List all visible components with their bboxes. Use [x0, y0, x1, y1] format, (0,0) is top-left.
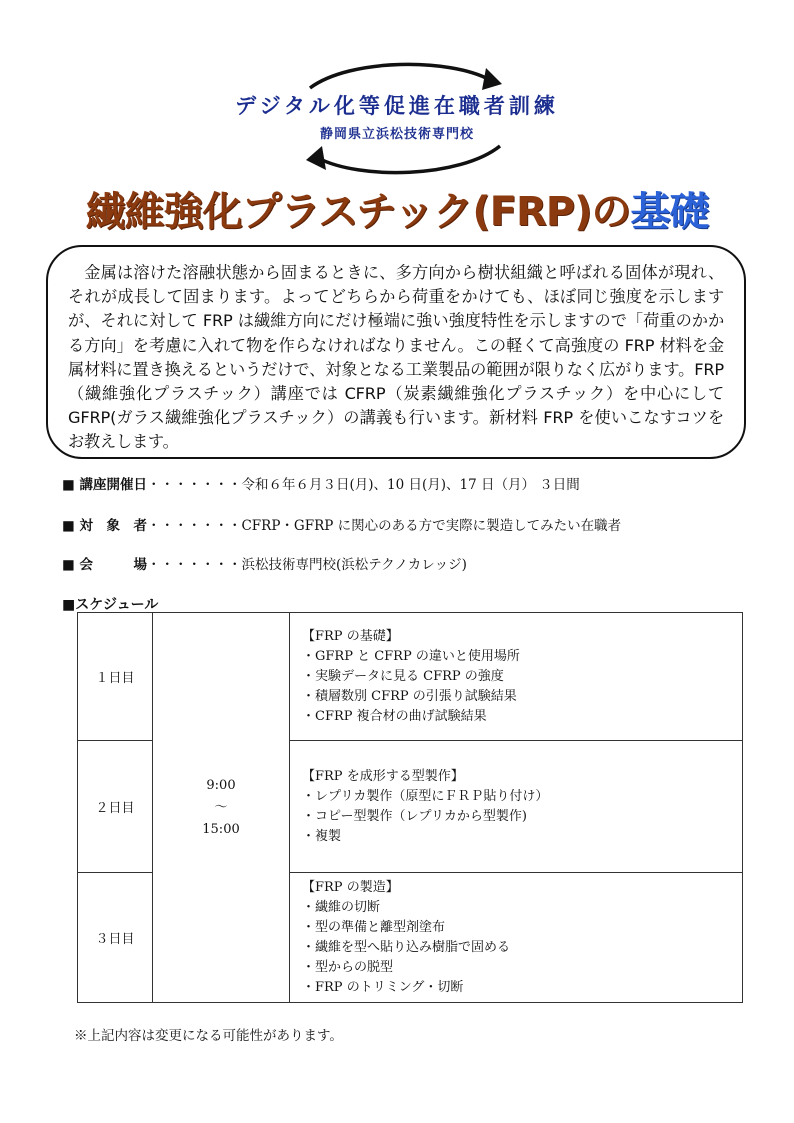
info-dates: [62, 473, 580, 493]
schedule-heading: ■スケジュール: [62, 597, 159, 613]
time-cell: [153, 613, 290, 1003]
page-title-main: 繊維強化プラスチック(FRP)の: [85, 189, 631, 235]
program-title: デジタル化等促進在職者訓練: [235, 94, 559, 118]
list-item: ・コピー型製作（レプリカから型製作): [302, 808, 527, 824]
info-dates-value: ・・・・・・・令和６年６月３日(月)、10 日(月)、17 日（月） ３日間: [146, 477, 580, 493]
day2-title: 【FRP を成形する型製作】: [302, 768, 464, 784]
list-item: ・レプリカ製作（原型にＦＲＰ貼り付け）: [302, 788, 549, 804]
list-item: ・型からの脱型: [302, 959, 394, 975]
list-item: ・型の準備と離型剤塗布: [302, 919, 446, 935]
page-title: [30, 180, 764, 237]
info-dates-label: ■ 講座開催日: [62, 477, 147, 493]
schedule-row-day1: [78, 613, 743, 741]
circular-arrows-icon: [290, 62, 520, 178]
list-item: ・繊維の切断: [302, 899, 381, 915]
school-name: 静岡県立浜松技術専門校: [319, 127, 474, 142]
intro-box: [46, 245, 746, 459]
info-venue: [62, 553, 467, 573]
page-title-accent: 基礎: [630, 189, 709, 235]
day1-label: １日目: [78, 613, 153, 741]
info-target-value: ・・・・・・・CFRP・GFRP に関心のある方で実際に製造してみたい在職者: [146, 518, 622, 534]
day2-content: [290, 741, 743, 873]
day1-content: [290, 613, 743, 741]
info-venue-value: ・・・・・・・浜松技術専門校(浜松テクノカレッジ): [146, 557, 467, 573]
day3-label: ３日目: [78, 873, 153, 1003]
time-end: 15:00: [202, 821, 240, 837]
day3-content: [290, 873, 743, 1003]
info-venue-label: ■ 会 場: [62, 557, 147, 573]
info-target: [62, 514, 621, 534]
info-target-label: ■ 対 象 者: [62, 518, 147, 534]
day1-title: 【FRP の基礎】: [302, 628, 399, 644]
day3-title: 【FRP の製造】: [302, 879, 399, 895]
intro-text: 金属は溶けた溶融状態から固まるときに、多方向から樹状組織と呼ばれる固体が現れ、それが成長して固まります。よってどちらから荷重をかけても、ほぼ同じ強度を示しますが、それに対して FRP は繊維方向にだけ極端に強い強度特性を示しますので「荷重のかかる方向」を考慮に入れて物を作らなければなりません。この軽くて高強度の FRP 材料を金属材料に置き換えるというだけで、対象となる工業製品の範囲が限りなく広がります。FRP（繊維強化プラスチック）講座では CFRP（炭素繊維強化プラスチック）を中心にして GFRP(ガラス繊維強化プラスチック）の講義も行います。新材料 FRP を使いこなすコツをお教えします。: [68, 263, 724, 452]
time-start: 9:00: [206, 777, 236, 793]
list-item: ・複製: [302, 828, 342, 844]
list-item: ・GFRP と CFRP の違いと使用場所: [302, 648, 520, 664]
list-item: ・繊維を型へ貼り込み樹脂で固める: [302, 939, 511, 955]
time-separator: ～: [214, 799, 228, 815]
list-item: ・積層数別 CFRP の引張り試験結果: [302, 688, 517, 704]
footnote: ※上記内容は変更になる可能性があります。: [74, 1028, 343, 1044]
list-item: ・CFRP 複合材の曲げ試験結果: [302, 708, 487, 724]
list-item: ・実験データに見る CFRP の強度: [302, 668, 504, 684]
schedule-table: [77, 612, 743, 1003]
day2-label: ２日目: [78, 741, 153, 873]
list-item: ・FRP のトリミング・切断: [302, 979, 464, 995]
